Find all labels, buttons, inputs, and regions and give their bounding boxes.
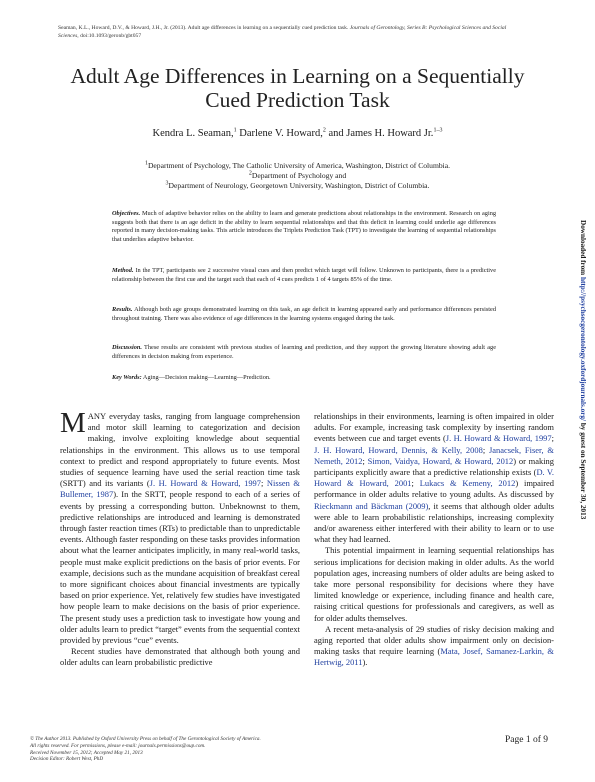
abstract-results: Results. Although both age groups demonstrated learning on this task, an age deficit in learning appeared early and performance differences persisted throughout training. There was also evidence of age differences in the learning systems engaged during the task. [112,306,496,322]
body-column-right [314,411,554,669]
citation-link[interactable]: Janacsek, Fiser, & Nemeth, 2012 [314,444,554,466]
copyright-footer: © The Author 2013. Published by Oxford University Press on behalf of The Gerontological Society of America. All rights reserved. For permissions, please e-mail: journals.permissions@oup.com. Received November 15, 2012; Accepted May 21, 2013 Decision Editor: Robert West, PhD [30,736,261,763]
abstract-objectives: Objectives. Much of adaptive behavior relies on the ability to learn and generate predictions about relationships in the environment. Research on aging suggests both that there is an age deficit in the ability to learn sequential relationships and that this deficit in learning could underlie age differences reported in many decision-making tasks. This article introduces the Triplets Prediction Task (TPT) to investigate the learning of sequential relationships that underlies adaptive behavior. [112,210,496,243]
citation-link[interactable]: Lukacs & Kemeny, 2012 [419,478,516,489]
paragraph: This potential impairment in learning sequential relationships has serious implications for decision making in older adults. As the world population ages, increasing numbers of older adults are being asked to take more personal responsibility for decisions where they have limited knowledge or experience, including finance and health care, raising critical questions for professionals and caregivers, as well as for older adults themselves. [314,545,554,623]
paragraph: relationships in their environments, learning is often impaired in older adults. For example, increasing task complexity by inserting random events between cue and target events (J. H. Howard & Howard, 1997; J. H. Howard, Howard, Dennis, & Kelly, 2008; Janacsek, Fiser, & Nemeth, 2012; Simon, Vaidya, Howard, & Howard, 2012) or making participants explicitly aware that a predictive relationship exists (D. V. Howard & Howard, 2001; Lukacs & Kemeny, 2012) impaired performance in older adults relative to young adults. As discussed by Rieckmann and Bäckman (2009), it seems that although older adults were able to learn probabilistic relationships, increasing complexity and/or awareness either interfered with their ability to learn or to use what they had learned. [314,411,554,545]
download-link[interactable]: http://psychsocgerontology.oxfordjournals.org/ [579,276,587,422]
citation-link[interactable]: J. H. Howard & Howard, 1997 [149,478,261,489]
paper-title: Adult Age Differences in Learning on a Sequentially Cued Prediction Task [70,64,525,112]
paragraph: A recent meta-analysis of 29 studies of risky decision making and aging reported that older adults show impairment only on decision-making tasks that require learning (Mata, Josef, Samanez-Larkin, & Hertwig, 2011). [314,623,554,668]
citation-link[interactable]: J. H. Howard & Howard, 1997 [445,433,552,444]
citation-header: Seaman, K.L., Howard, D.V., & Howard, J.H., Jr. (2013). Adult age differences in learning on a sequentially cued prediction task. Journals of Gerontology, Series B: Psychological Sciences and Social Sciences, doi:10.1093/geronb/gbt057 [58,25,507,39]
author-list: Kendra L. Seaman,$^1$ Darlene V. Howard,$^2$ and James H. Howard Jr.$^{1-3}$ [152,127,443,139]
citation-link[interactable]: Rieckmann and Bäckman (2009) [314,500,429,511]
citation-link[interactable]: Mata, Josef, Samanez-Larkin, & Hertwig, 2011 [314,646,554,668]
paragraph: Recent studies have demonstrated that although both young and older adults can learn probabilistic predictive [60,646,300,668]
citation-link[interactable]: Simon, Vaidya, Howard, & Howard, 2012 [367,455,514,466]
affiliations: $^1$Department of Psychology, The Catholic University of America, Washington, District of Columbia. $^2$Department of Psychology and $^3$Department of Neurology, Georgetown University, Washington, District of Columbia. [144,160,451,190]
citation-link[interactable]: J. H. Howard, Howard, Dennis, & Kelly, 2008 [314,444,483,455]
journal-name: Journals of Gerontology, Series B: Psychological Sciences and Social Sciences [58,25,507,39]
keywords: Key Words: Aging—Decision making—Learning—Prediction. [112,374,271,381]
drop-cap: M [60,407,86,439]
download-stamp: Downloaded from http://psychsocgerontology.oxfordjournals.org/ by guest on September 30, 2013 [579,220,587,520]
page-number: Page 1 of 9 [505,735,549,745]
citation-link[interactable]: D. V. Howard & Howard, 2001 [314,467,554,489]
citation-link[interactable]: Nissen & Bullemer, 1987 [60,478,300,500]
body-column-left [60,407,300,669]
abstract-discussion: Discussion. These results are consistent with previous studies of learning and prediction, and they support the growing literature showing adult age differences in decision making from experience. [112,344,496,360]
paragraph: MANY everyday tasks, ranging from language comprehension and motor skill learning to categorization and decision making, involve exploiting knowledge about sequential relationships in the environment. This allows us to use temporal context to predict and respond appropriately to future events. Most studies of sequence learning have used the serial reaction time task (SRTT) and its variants (J. H. Howard & Howard, 1997; Nissen & Bullemer, 1987). In the SRTT, people respond to each of a series of events by pressing a corresponding button. Unbeknownst to them, predictive relationships are introduced and learning is demonstrated through faster reaction times (RTs) to predictable than to unpredictable events. Although faster responding on these tasks provides information about what the learner anticipates implicitly, in many real-world tasks, people must make explicit predictions on the basis of prior events. For example, decisions such as the mundane acquisition of breakfast cereal to more significant choices about financial investments are typically based on prior experience. Yet, relatively few studies have investigated how people learn to make decisions on the basis of prior experience. The present study uses a prediction task to investigate how young and older adults learn to predict “target” events from the sequential context provided by previous “cue” events. [60,407,300,646]
abstract-method: Method. In the TPT, participants see 2 successive visual cues and then predict which target will follow. Unknown to participants, there is a predictive relationship between the first cue and the target such that each of 4 cues predicts 1 of 4 targets 85% of the time. [112,267,496,283]
